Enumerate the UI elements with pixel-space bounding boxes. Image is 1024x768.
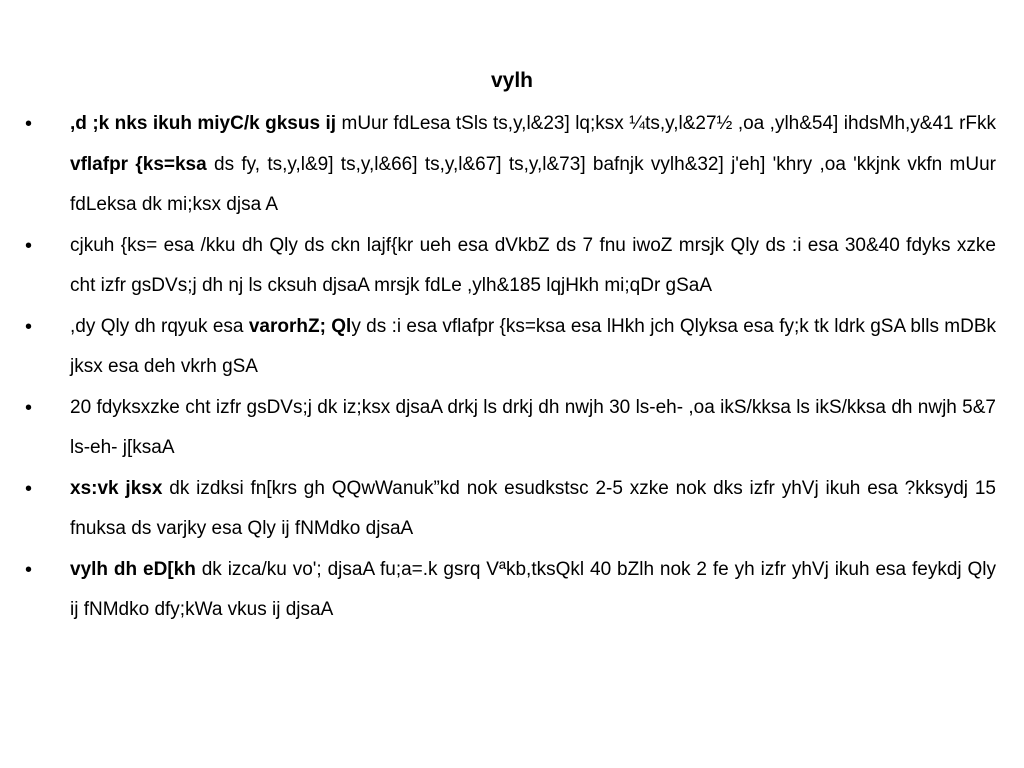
bullet-text: 20 fdyksxzke cht izfr gsDVs;j dk iz;ksx djsaA drkj ls drkj dh nwjh 30 ls-eh- ,oa ikS/kksa ls ikS/kksa dh nwjh 5&7 ls-eh- j[ksaA bbox=[70, 396, 996, 458]
bullet-dot-icon: • bbox=[25, 315, 33, 338]
bullet-text: mUur fdLesa tSls ts,y,l&23] lq;ksx ¼ts,y,l&27½ ,oa ,ylh&54] ihdsMh,y&41 rFkk bbox=[336, 113, 996, 134]
bullet-text: cjkuh {ks= esa /kku dh Qly ds ckn lajf{kr ueh esa dVkbZ ds 7 fnu iwoZ mrsjk Qly ds :i esa 30&40 fdyks xzke cht izfr gsDVs;j dh nj ls cksuh djsaA mrsjk fdLe ,ylh&185 lqjHkh mi;qDr gSaA bbox=[70, 234, 996, 296]
bullet-dot-icon: • bbox=[25, 558, 33, 581]
bullet-item-4 bbox=[25, 388, 996, 469]
bullet-dot-icon: • bbox=[25, 396, 33, 419]
bullet-item-5 bbox=[25, 469, 996, 550]
bullet-list bbox=[25, 104, 997, 631]
slide-title: vylh bbox=[490, 69, 534, 92]
bullet-bold-lead: xs:vk jksx bbox=[70, 477, 163, 499]
bullet-item-3 bbox=[25, 307, 997, 388]
bullet-text: ds fy, ts,y,l&9] ts,y,l&66] ts,y,l&67] ts,y,l&73] bafnjk vylh&32] j'eh] 'khry ,oa 'kkjnk vkfn mUur fdLeksa dk mi;ksx djsa A bbox=[70, 153, 996, 215]
bullet-text: y ds :i esa vflafpr {ks=ksa esa lHkh jch Qlyksa esa fy;k tk ldrk gSA blls mDBk jksx esa deh vkrh gSA bbox=[70, 315, 997, 377]
bullet-bold-lead: vylh dh eD[kh bbox=[70, 558, 196, 580]
bullet-text: dk izca/ku vo'; djsaA fu;a=.k gsrq Vªkb,tksQkl 40 bZlh nok 2 fe yh izfr yhVj ikuh esa feykdj Qly ij fNMdko dfy;kWa vkus ij djsaA bbox=[70, 558, 997, 620]
bullet-item-6 bbox=[25, 550, 997, 631]
bullet-item-1 bbox=[25, 104, 996, 226]
bullet-dot-icon: • bbox=[25, 234, 33, 257]
bullet-bold-mid: varorhZ; Ql bbox=[248, 315, 352, 337]
bullet-item-2 bbox=[25, 226, 996, 307]
bullet-text: ,dy Qly dh rqyuk esa bbox=[70, 315, 249, 337]
bullet-bold-lead: ,d ;k nks ikuh miyC/k gksus ij bbox=[70, 113, 337, 134]
bullet-dot-icon: • bbox=[25, 113, 33, 135]
bullet-dot-icon: • bbox=[25, 477, 33, 500]
bullet-text: dk izdksi fn[krs gh QQwWanuk”kd nok esudkstsc 2-5 xzke nok dks izfr yhVj ikuh esa ?kksydj 15 fnuksa ds varjky esa Qly ij fNMdko djsaA bbox=[70, 477, 996, 539]
bullet-bold-mid: vflafpr {ks=ksa bbox=[70, 153, 207, 175]
